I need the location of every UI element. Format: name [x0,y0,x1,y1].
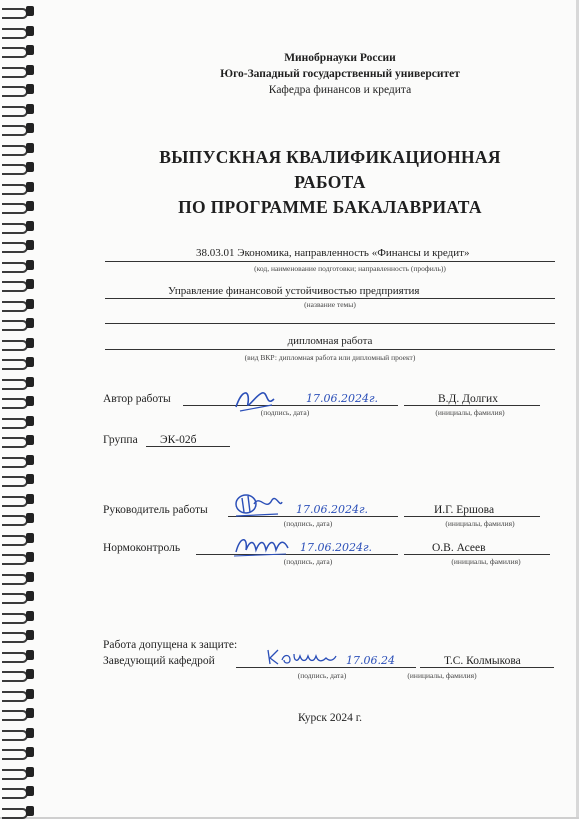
author-sign-caption: (подпись, дата) [260,408,310,417]
head-name-caption: (инициалы, фамилия) [407,671,477,680]
title-line-3: ПО ПРОГРАММЕ БАКАЛАВРИАТА [178,197,482,217]
normcontrol-signature [232,532,292,560]
binding-ring [2,396,34,409]
binding-ring [2,201,34,214]
direction-caption: (код, наименование подготовки; направленность (профиль)) [254,264,446,273]
binding-ring [2,611,34,624]
city-year: Курск 2024 г. [297,712,363,724]
binding-ring [2,104,34,117]
worktype-underline [105,349,555,350]
worktype-value: дипломная работа [287,335,373,347]
topic-caption: (название темы) [304,300,356,309]
binding-ring [2,45,34,58]
binding-ring [2,630,34,643]
author-name: В.Д. Долгих [438,393,498,405]
binding-ring [2,669,34,682]
supervisor-sign-caption: (подпись, дата) [283,519,333,528]
topic-value: Управление финансовой устойчивостью предприятия [168,285,420,297]
normcontrol-label: Нормоконтроль [103,542,181,554]
direction-underline [105,261,555,262]
binding-ring [2,26,34,39]
binding-ring [2,533,34,546]
binding-ring [2,552,34,565]
binding-ring [2,221,34,234]
binding-ring [2,494,34,507]
binding-ring [2,162,34,175]
binding-ring [2,260,34,273]
binding-ring [2,786,34,799]
binding-ring [2,591,34,604]
binding-ring [2,708,34,721]
supervisor-label: Руководитель работы [103,504,208,516]
binding-ring [2,318,34,331]
spiral-binding [0,0,42,819]
topic-underline-2 [105,323,555,324]
admission-text: Работа допущена к защите: [103,639,238,651]
supervisor-name-line [404,516,540,517]
binding-ring [2,240,34,253]
binding-ring [2,338,34,351]
topic-underline [105,298,555,299]
supervisor-name: И.Г. Ершова [434,504,495,516]
author-name-line [404,405,540,406]
department-name: Кафедра финансов и кредита [268,84,412,96]
group-value: ЭК-02б [160,434,197,446]
binding-ring [2,377,34,390]
binding-ring [2,182,34,195]
head-of-department-label: Заведующий кафедрой [103,655,215,667]
worktype-caption: (вид ВКР: дипломная работа или дипломный проект) [244,353,416,362]
supervisor-signature [232,490,284,522]
binding-ring [2,806,34,819]
binding-ring [2,747,34,760]
supervisor-name-caption: (инициалы, фамилия) [445,519,515,528]
university-name: Юго-Западный государственный университет [220,68,460,80]
binding-ring [2,455,34,468]
binding-ring [2,123,34,136]
normcontrol-name-line [404,554,550,555]
author-label: Автор работы [103,393,171,405]
title-line-2: РАБОТА [294,172,366,192]
direction-value: 38.03.01 Экономика, направленность «Финансы и кредит» [196,247,470,259]
ministry-name: Минобрнауки России [284,52,396,64]
head-signature [264,646,340,670]
title-line-1: ВЫПУСКНАЯ КВАЛИФИКАЦИОННАЯ [159,147,501,167]
binding-ring [2,689,34,702]
binding-ring [2,357,34,370]
binding-ring [2,513,34,526]
supervisor-sign-date: 17.06.2024г. [296,503,369,516]
binding-ring [2,299,34,312]
head-sign-caption: (подпись, дата) [297,671,347,680]
binding-ring [2,435,34,448]
binding-ring [2,65,34,78]
author-sign-line [183,405,398,406]
binding-ring [2,767,34,780]
head-name-line [420,667,554,668]
normcontrol-name-caption: (инициалы, фамилия) [451,557,521,566]
binding-ring [2,728,34,741]
binding-ring [2,6,34,19]
binding-ring [2,416,34,429]
binding-ring [2,279,34,292]
binding-ring [2,572,34,585]
head-name: Т.С. Колмыкова [444,655,521,667]
group-label: Группа [103,434,138,446]
binding-ring [2,84,34,97]
normcontrol-sign-date: 17.06.2024г. [300,541,373,554]
head-sign-date: 17.06.24 [346,654,395,667]
normcontrol-name: О.В. Асеев [432,542,486,554]
binding-ring [2,474,34,487]
author-sign-date: 17.06.2024г. [306,392,379,405]
binding-ring [2,650,34,663]
normcontrol-sign-line [196,554,398,555]
author-name-caption: (инициалы, фамилия) [435,408,505,417]
normcontrol-sign-caption: (подпись, дата) [283,557,333,566]
group-line [146,446,230,447]
binding-ring [2,143,34,156]
